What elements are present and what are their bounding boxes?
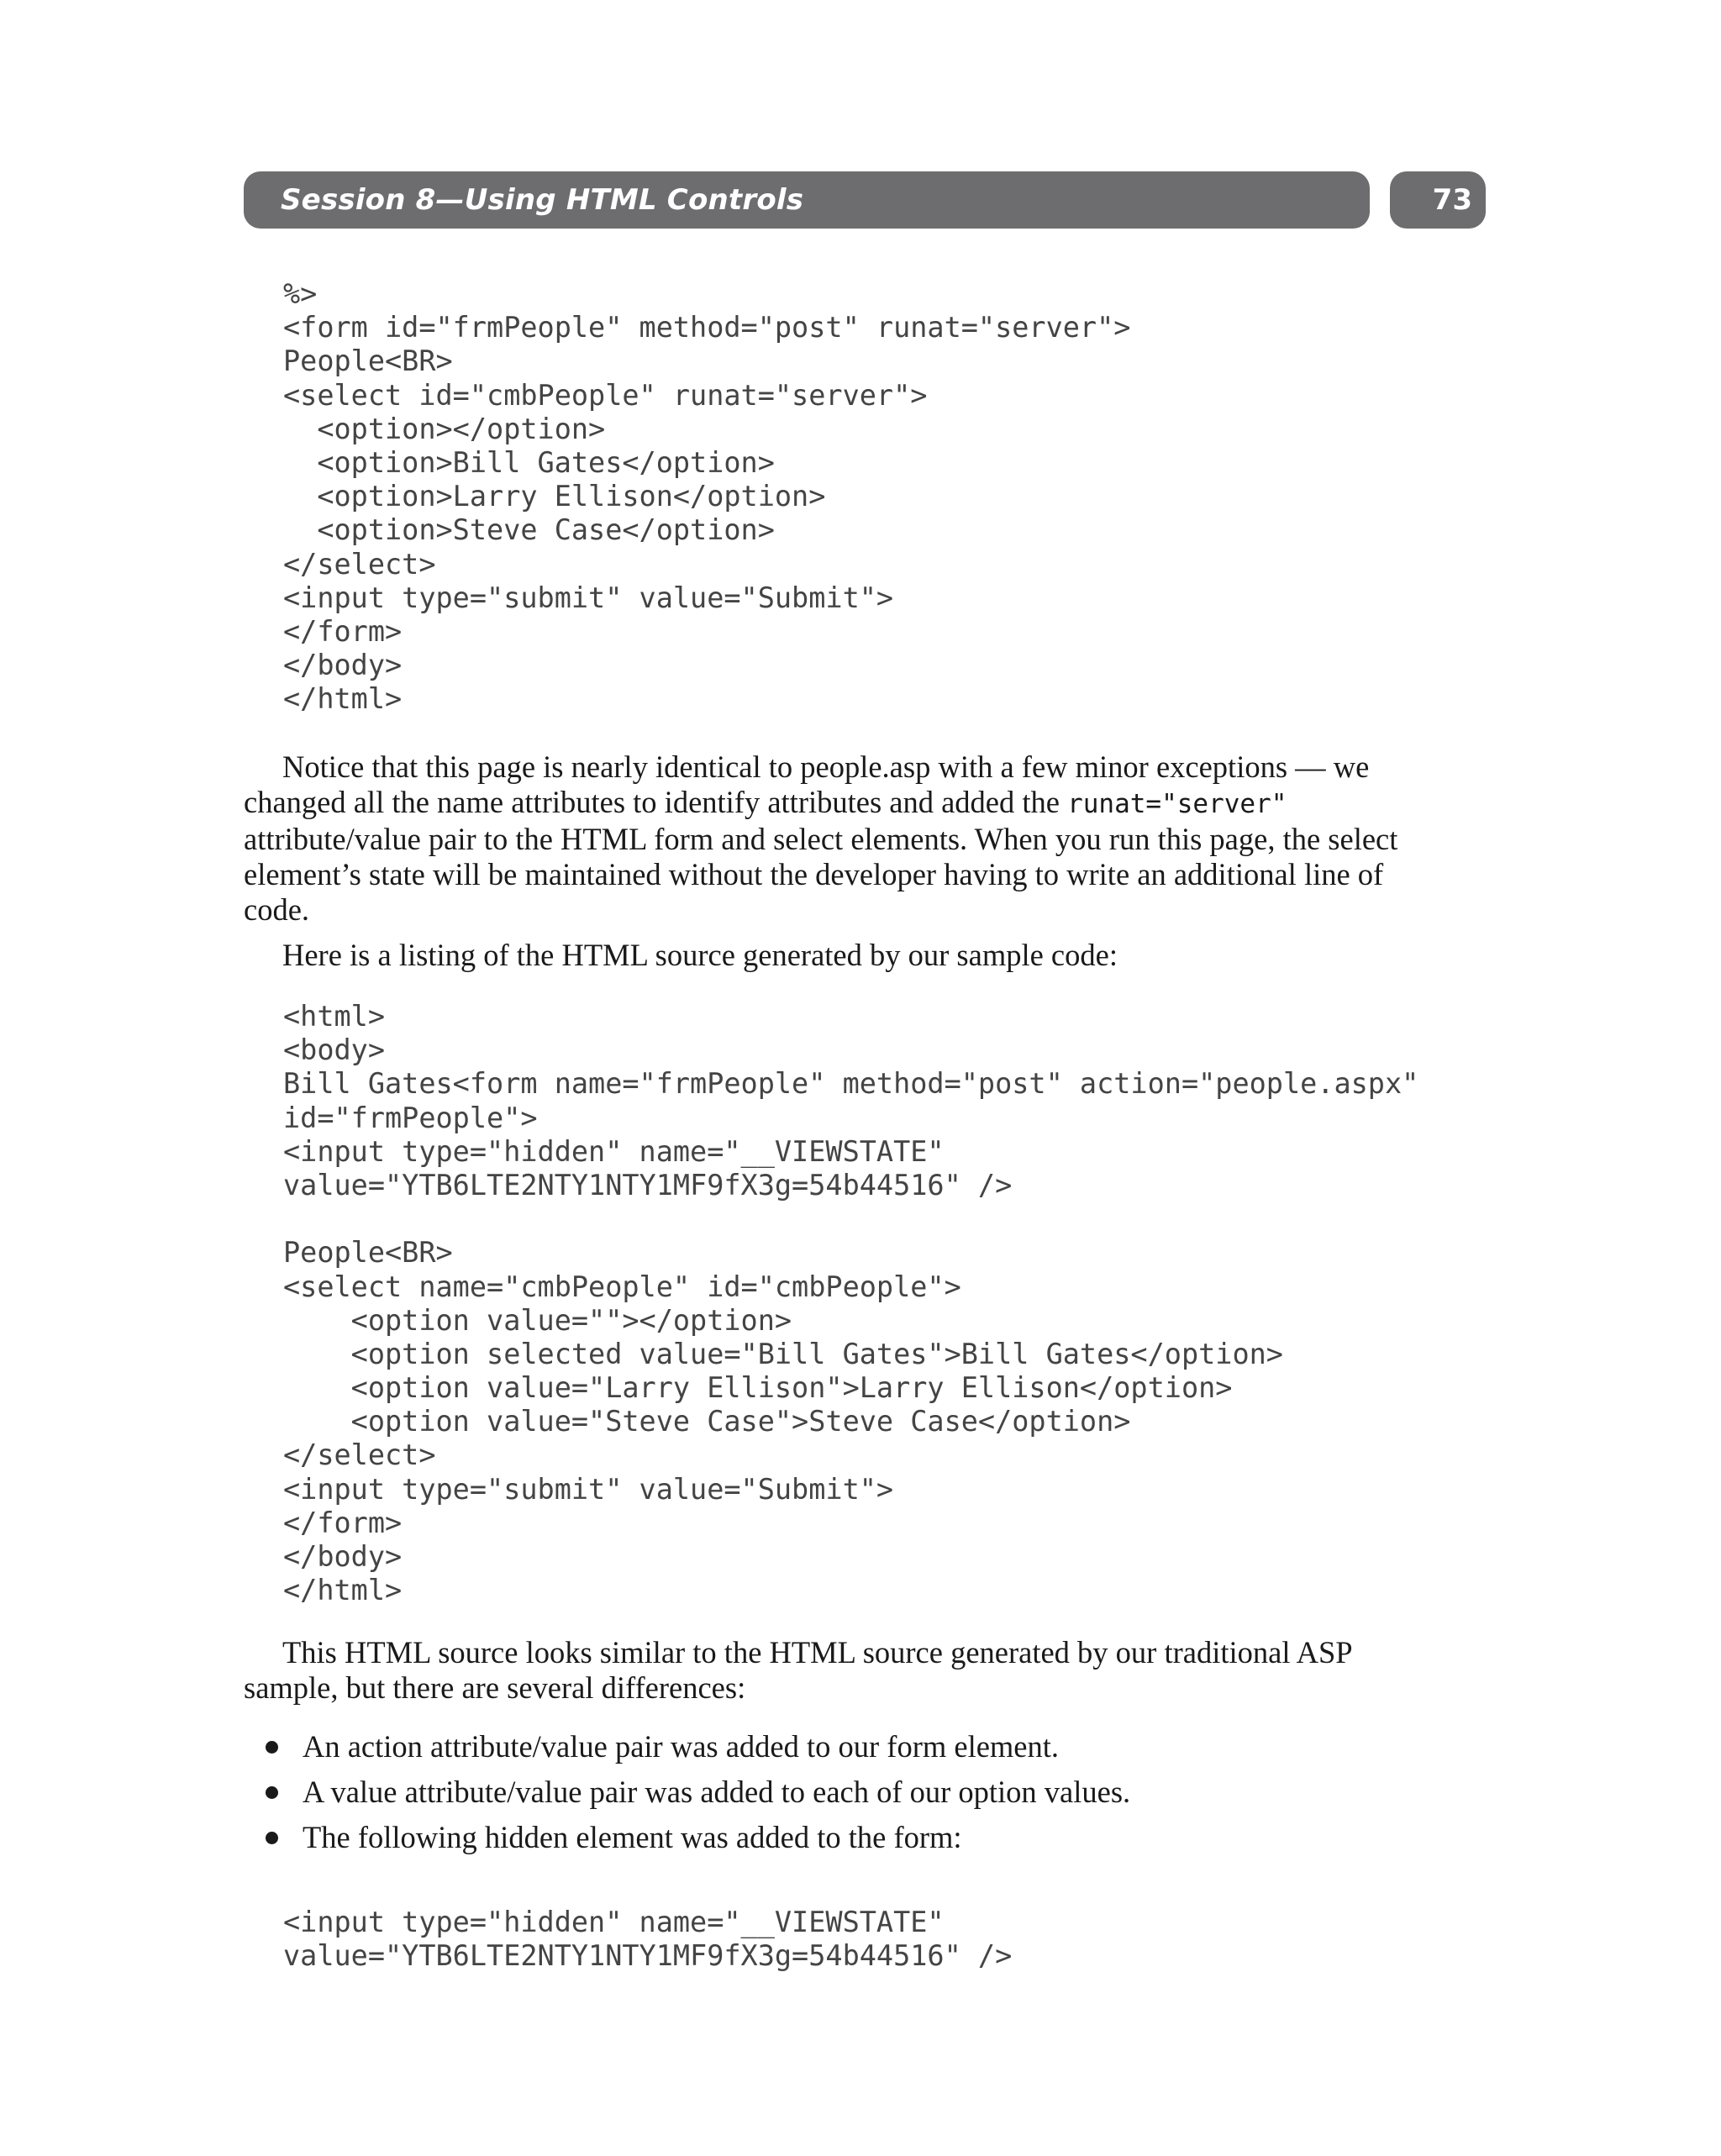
- paragraph-notice-text-a: Notice that this page is nearly identical to people.asp with a few minor exceptions — we changed all the name attributes to identify attributes and added the: [244, 749, 1370, 819]
- code-line: <input type="hidden" name="__VIEWSTATE": [283, 1906, 945, 1938]
- page-number: 73: [1432, 183, 1472, 217]
- paragraph-notice: [244, 749, 1445, 928]
- code-line: People<BR>: [283, 1236, 453, 1270]
- code-line: </form>: [283, 614, 403, 648]
- code-line: <option value="Larry Ellison">Larry Ellison</option>: [283, 1371, 1233, 1405]
- code-line: <option>Steve Case</option>: [283, 513, 775, 547]
- code-line: <select id="cmbPeople" runat="server">: [283, 378, 928, 412]
- list-item: [244, 1729, 1130, 1775]
- code-line: <html>: [283, 1000, 386, 1033]
- inline-code-runat: runat="server": [1067, 789, 1287, 819]
- code-line: </body>: [283, 1540, 403, 1573]
- code-listing-aspx: [283, 277, 1130, 716]
- paragraph-notice-text-b: attribute/value pair to the HTML form and select elements. When you run this page, the select element’s state will be maintained without the developer having to write an additional line of code.: [244, 822, 1398, 927]
- list-item: [244, 1775, 1130, 1820]
- code-line: </select>: [283, 1438, 436, 1472]
- paragraph-listing-intro-text: Here is a listing of the HTML source generated by our sample code:: [282, 938, 1118, 972]
- code-line: Bill Gates<form name="frmPeople" method="post" action="people.aspx": [283, 1067, 1419, 1101]
- code-line: <option value="Steve Case">Steve Case</option>: [283, 1405, 1131, 1438]
- code-listing-hidden-element: [283, 1906, 1012, 1973]
- code-line: value="YTB6LTE2NTY1NTY1MF9fX3g=54b44516" />: [283, 1168, 1013, 1202]
- code-listing-generated-html: [283, 1000, 1418, 1607]
- paragraph-differences-text: This HTML source looks similar to the HTML source generated by our traditional ASP sample, but there are several differences:: [244, 1635, 1352, 1705]
- code-line: id="frmPeople">: [283, 1101, 538, 1134]
- code-line: </html>: [283, 1574, 403, 1607]
- code-line: </body>: [283, 649, 403, 682]
- code-line: <form id="frmPeople" method="post" runat="server">: [283, 311, 1131, 344]
- code-line: <input type="hidden" name="__VIEWSTATE": [283, 1134, 945, 1168]
- code-line: <option>Bill Gates</option>: [283, 445, 775, 479]
- code-line: </select>: [283, 547, 436, 581]
- paragraph-listing-intro: [244, 938, 1445, 973]
- paragraph-differences: [244, 1635, 1445, 1706]
- code-line: <option value=""></option>: [283, 1303, 792, 1337]
- code-line: People<BR>: [283, 344, 453, 378]
- code-line: <select name="cmbPeople" id="cmbPeople">: [283, 1270, 961, 1303]
- page-number-box: [1390, 171, 1486, 229]
- code-line: value="YTB6LTE2NTY1NTY1MF9fX3g=54b44516" />: [283, 1939, 1013, 1973]
- code-line: <input type="submit" value="Submit">: [283, 1472, 894, 1506]
- code-line: </html>: [283, 682, 403, 716]
- code-line: <option>Larry Ellison</option>: [283, 480, 826, 513]
- differences-list: [244, 1729, 1130, 1865]
- bullet-icon: [266, 1786, 278, 1799]
- list-item-text: The following hidden element was added to the form:: [303, 1820, 962, 1854]
- code-line: <body>: [283, 1033, 386, 1067]
- code-line: <option selected value="Bill Gates">Bill Gates</option>: [283, 1337, 1283, 1370]
- code-line: [283, 1202, 1418, 1236]
- running-header-title: Session 8—Using HTML Controls: [281, 183, 804, 217]
- code-line: </form>: [283, 1506, 403, 1539]
- code-line: <input type="submit" value="Submit">: [283, 581, 894, 614]
- running-header: [244, 171, 1370, 229]
- bullet-icon: [266, 1832, 278, 1844]
- list-item-text: An action attribute/value pair was added to our form element.: [303, 1729, 1060, 1764]
- list-item: [244, 1820, 1130, 1865]
- bullet-icon: [266, 1741, 278, 1754]
- list-item-text: A value attribute/value pair was added to each of our option values.: [303, 1775, 1131, 1809]
- code-line: %>: [283, 277, 318, 310]
- code-line: <option></option>: [283, 412, 606, 445]
